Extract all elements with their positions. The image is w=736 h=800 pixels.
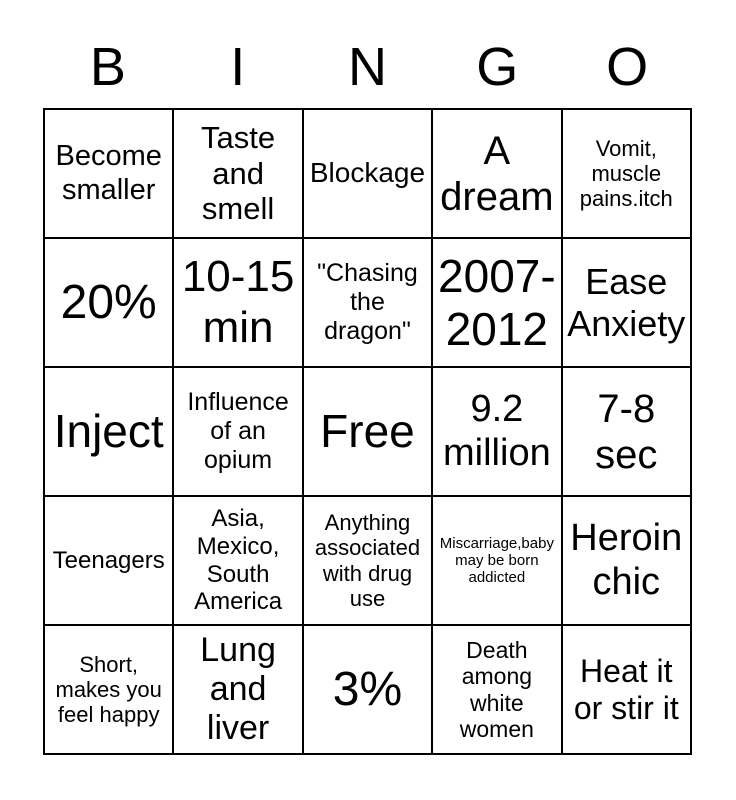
bingo-cell-r5c4: Death among white women [432, 625, 561, 754]
bingo-cell-r1c2: Taste and smell [173, 109, 302, 238]
bingo-row-3 [44, 367, 691, 496]
bingo-cell-r3c4: 9.2 million [432, 367, 561, 496]
bingo-letter-g: G [476, 37, 519, 97]
bingo-cell-r2c4: 2007-2012 [432, 238, 561, 367]
bingo-cell-r3c1: Inject [44, 367, 173, 496]
bingo-cell-r5c3: 3% [303, 625, 432, 754]
bingo-cell-r4c4: Miscarriage,baby may be born addicted [432, 496, 561, 625]
bingo-cell-r3c5: 7-8 sec [562, 367, 691, 496]
bingo-cell-r2c3: "Chasing the dragon" [303, 238, 432, 367]
bingo-cell-r1c4: A dream [432, 109, 561, 238]
bingo-cell-r3c3: Free [303, 367, 432, 496]
bingo-row-5 [44, 625, 691, 754]
bingo-cell-r1c3: Blockage [303, 109, 432, 238]
bingo-cell-r4c5: Heroin chic [562, 496, 691, 625]
bingo-cell-r3c2: Influence of an opium [173, 367, 302, 496]
bingo-letter-i: I [230, 37, 246, 97]
bingo-letter-o: O [606, 37, 649, 97]
bingo-cell-r2c2: 10-15 min [173, 238, 302, 367]
bingo-cell-r4c2: Asia, Mexico, South America [173, 496, 302, 625]
bingo-cell-r5c2: Lung and liver [173, 625, 302, 754]
bingo-row-2 [44, 238, 691, 367]
bingo-cell-r2c5: Ease Anxiety [562, 238, 691, 367]
bingo-cell-r4c3: Anything associated with drug use [303, 496, 432, 625]
bingo-title [43, 37, 692, 97]
bingo-cell-r1c1: Become smaller [44, 109, 173, 238]
bingo-row-4 [44, 496, 691, 625]
bingo-letter-b: B [89, 37, 126, 97]
bingo-grid [43, 108, 692, 755]
bingo-letter-n: N [347, 37, 387, 97]
bingo-cell-r2c1: 20% [44, 238, 173, 367]
bingo-row-1 [44, 109, 691, 238]
bingo-cell-r4c1: Teenagers [44, 496, 173, 625]
bingo-cell-r1c5: Vomit, muscle pains.itch [562, 109, 691, 238]
bingo-cell-r5c5: Heat it or stir it [562, 625, 691, 754]
bingo-cell-r5c1: Short, makes you feel happy [44, 625, 173, 754]
